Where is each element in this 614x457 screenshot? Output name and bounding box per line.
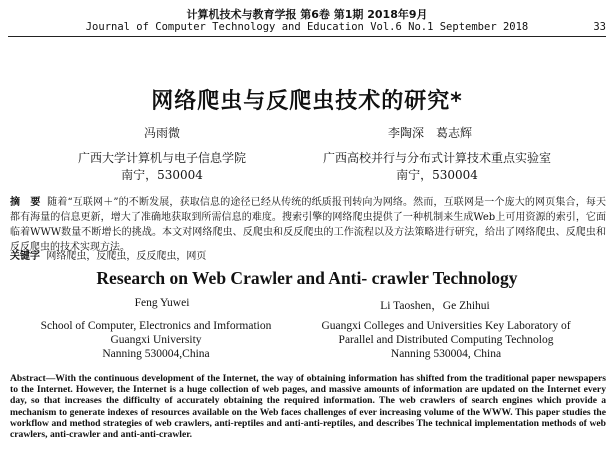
page-number: 33 [593, 21, 606, 33]
affiliation-en-right-line2: Parallel and Distributed Computing Technolog [338, 334, 554, 346]
affiliation-cn-right-line2: 南宁，530004 [396, 168, 478, 182]
author-en-left: Feng Yuwei [134, 297, 190, 309]
affiliation-cn-right [282, 150, 592, 184]
affiliation-cn-left-line2: 南宁，530004 [121, 168, 203, 182]
abstract-en-label: Abstract [10, 373, 46, 384]
abstract-en-text: —With the continuous development of the Internet, the way of obtaining information has shifted from the traditional paper newspapers to the Internet. However, the Internet is a huge collection of web pages, and massive amounts of information are updated on the Internet every day, so that increases the difficulty of accurately obtaining the required information. The web crawlers of search engines which provide a mechanism to generate indexes of resources available on the Web faces challenges of ever increasing volume of the WWW. This paper studies the workflow and method strategies of web crawlers, anti-reptiles and anti-anti-reptiles, and describes The technical implementation methods of web crawlers, anti-crawler and anti-anti-crawler. [10, 373, 606, 441]
abstract-cn-label: 摘 要 [10, 197, 41, 208]
author-en-right: Li Taoshen，Ge Zhihui [380, 300, 490, 312]
affiliation-en-right-line3: Nanning 530004, China [390, 348, 502, 360]
affiliation-cn-left-line1: 广西大学计算机与电子信息学院 [77, 151, 246, 165]
keywords-cn-label: 关键字 [10, 251, 40, 262]
affiliation-cn-left [27, 150, 297, 184]
abstract-cn [10, 195, 606, 255]
keywords-cn-text: 网络爬虫，反爬虫，反反爬虫，网页 [46, 251, 207, 262]
paper-title-en: Research on Web Crawler and Anti- crawler Technology [96, 268, 518, 288]
journal-header-cn: 计算机技术与教育学报 第6卷 第1期 2018年9月 [186, 8, 428, 21]
affiliation-en-left-line3: Nanning 530004,China [102, 348, 210, 360]
author-cn-left: 冯雨微 [143, 126, 180, 140]
affiliation-en-left-line1: School of Computer, Electronics and Imformation [40, 320, 272, 332]
affiliation-en-left [6, 319, 306, 361]
abstract-cn-text: 随着“互联网＋”的不断发展，获取信息的途径已经从传统的纸质报刊转向为网络。然而，互联网是一个庞大的网页集合，每天都有海量的信息更新，增大了准确地获取到所需信息的难度。搜索引擎的网络爬虫提供了一种机制来生成Web上可用资源的索引，它面临着WWW数量不断增长的挑战。本文对网络爬虫、反爬虫和反反爬虫的工作流程以及方法策略进行研究，给出了网络爬虫、反爬虫和反反爬虫的技术实现方法。 [10, 197, 607, 253]
header-divider [8, 36, 606, 37]
affiliation-en-right [292, 319, 600, 361]
abstract-en [10, 373, 606, 440]
affiliation-cn-right-line1: 广西高校并行与分布式计算技术重点实验室 [322, 151, 551, 165]
paper-title-cn: 网络爬虫与反爬虫技术的研究* [151, 89, 463, 114]
affiliation-en-left-line2: Guangxi University [110, 334, 202, 346]
keywords-cn [10, 247, 606, 262]
author-cn-right: 李陶深 葛志辉 [387, 126, 472, 140]
affiliation-en-right-line1: Guangxi Colleges and Universities Key Laboratory of [321, 320, 571, 332]
journal-header-en: Journal of Computer Technology and Education Vol.6 No.1 September 2018 [85, 21, 529, 33]
